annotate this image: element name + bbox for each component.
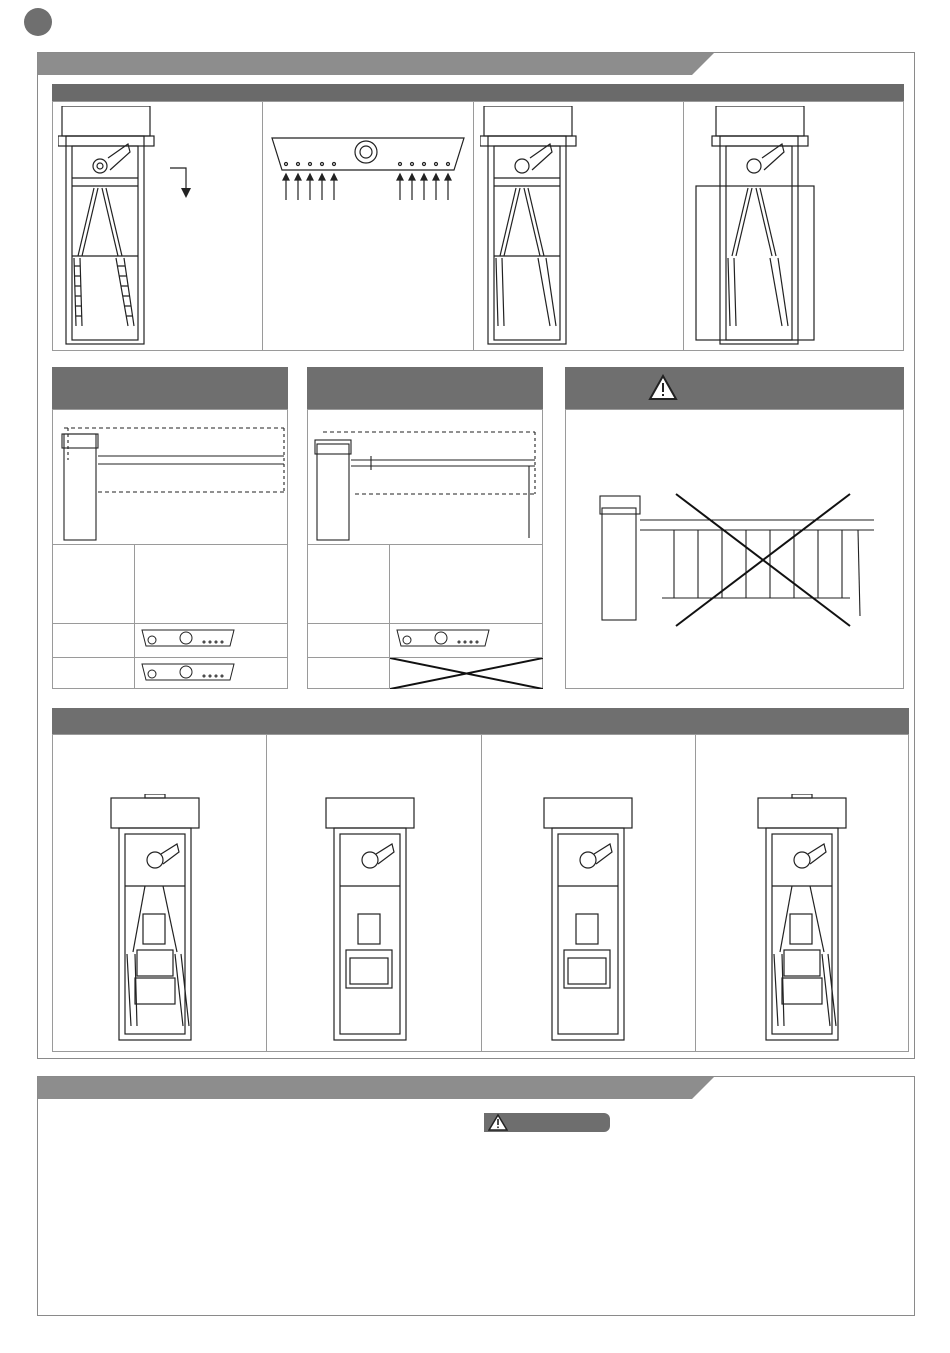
arm-type-a-bracket-1-icon: [138, 626, 238, 654]
barrier-cabinet-icon: [58, 106, 258, 348]
page-number-badge: [24, 8, 52, 36]
arm-type-a-drawing: [56, 420, 286, 544]
spring-steps-divider-1: [262, 101, 263, 351]
arm-type-b-header: [307, 367, 543, 409]
arm-type-a-header: [52, 367, 288, 409]
motor-variants-divider-1: [266, 734, 267, 1052]
arm-type-b-drawing: [311, 420, 541, 544]
section-assembly-header: [38, 53, 916, 75]
motor-variants-divider-2: [481, 734, 482, 1052]
spring-steps-bar: [52, 84, 904, 101]
arm-type-b-bracket-icon: [393, 626, 493, 654]
arm-type-a-col-line: [134, 544, 135, 689]
cross-out-icon: [390, 658, 543, 689]
spring-bracket-icon: [268, 130, 468, 210]
up-arrows-icon: [283, 174, 451, 200]
barrier-cabinet-covered-icon: [694, 106, 824, 348]
barrier-cabinet-step3-icon: [480, 106, 580, 348]
spring-steps-divider-2: [473, 101, 474, 351]
warning-triangle-small-icon: [488, 1114, 508, 1131]
arm-with-skirt-crossed-drawing: [598, 490, 878, 630]
arm-warning-header: [565, 367, 904, 409]
notes-warning-label: [484, 1113, 610, 1132]
section-notes-header: [38, 1077, 916, 1099]
warning-triangle-icon: [648, 374, 678, 401]
motor-variants-divider-3: [695, 734, 696, 1052]
spring-steps-divider-3: [683, 101, 684, 351]
arrow-down-icon: [181, 188, 191, 198]
motor-variant-1-icon: [105, 794, 205, 1044]
section-notes-frame: [37, 1076, 915, 1316]
arm-type-a-row-line-3: [52, 657, 288, 658]
arm-type-a-row-line-1: [52, 544, 288, 545]
arm-type-b-row-line-1: [307, 544, 543, 545]
motor-variants-header: [52, 708, 909, 734]
arm-type-b-row-line-2: [307, 623, 543, 624]
arm-type-a-bracket-2-icon: [138, 660, 238, 688]
motor-variant-2-icon: [320, 794, 420, 1044]
arm-type-a-row-line-2: [52, 623, 288, 624]
motor-variant-4-icon: [752, 794, 852, 1044]
motor-variant-3-icon: [538, 794, 638, 1044]
